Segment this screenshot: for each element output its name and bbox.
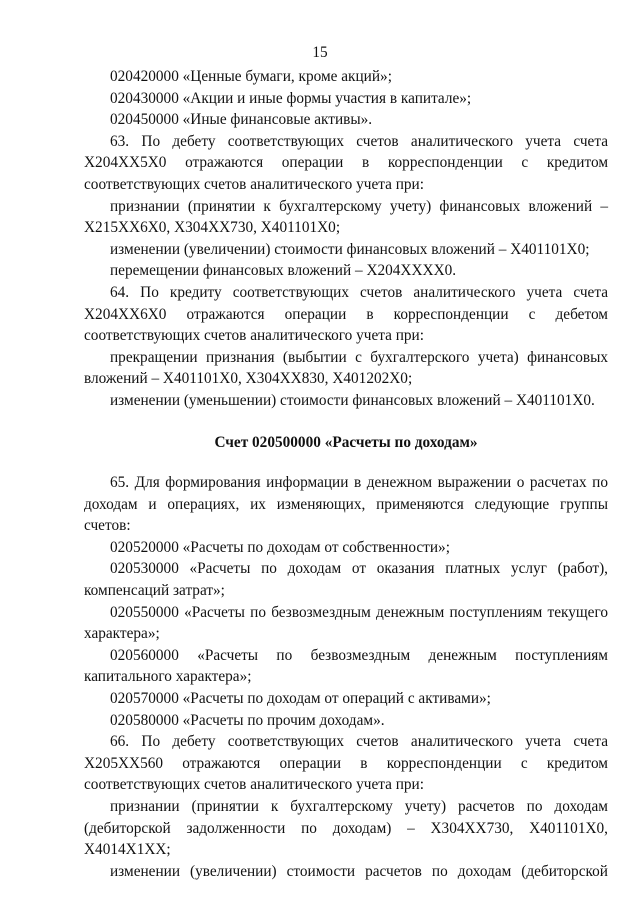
account-item-020570000: 020570000 «Расчеты по доходам от операций с активами»;: [110, 690, 491, 708]
clause-65: 65. Для формирования информации в денежном выражении о расчетах по доходам и операциях, их изменяющих, применяются следующие группы счетов:: [84, 474, 608, 535]
clause-63-item-recognition: признании (принятии к бухгалтерскому учету) финансовых вложений – Х215ХХ6Х0, Х304ХХ730, Х401101Х0;: [84, 197, 608, 237]
account-item-020520000: 020520000 «Расчеты по доходам от собственности»;: [110, 538, 450, 556]
clause-63-item-increase: изменении (увеличении) стоимости финансовых вложений – Х401101Х0;: [110, 240, 590, 258]
clause-63-item-transfer: перемещении финансовых вложений – Х204ХХХХ0.: [110, 262, 457, 280]
account-item-020420000: 020420000 «Ценные бумаги, кроме акций»;: [110, 68, 392, 85]
account-item-020450000: 020450000 «Иные финансовые активы».: [110, 111, 373, 129]
page-number: 15: [312, 44, 328, 61]
clause-64: 64. По кредиту соответствующих счетов аналитического учета счета Х204ХХ6Х0 отражаются операции в корреспонденции с дебетом соответствующих счетов аналитического учета при:: [84, 283, 608, 345]
clause-66-item-increase: изменении (увеличении) стоимости расчетов по доходам (дебиторской: [110, 862, 608, 880]
account-item-020530000: 020530000 «Расчеты по доходам от оказания платных услуг (работ), компенсаций затрат»;: [84, 560, 608, 600]
clause-64-item-decrease: изменении (уменьшении) стоимости финансовых вложений – Х401101Х0.: [110, 391, 595, 409]
document-body: [84, 66, 608, 882]
section-heading: Счет 020500000 «Расчеты по доходам»: [214, 433, 478, 451]
account-item-020560000: 020560000 «Расчеты по безвозмездным денежным поступлениям капитального характера»;: [84, 646, 608, 686]
clause-66-item-recognition: признании (принятии к бухгалтерскому учету) расчетов по доходам (дебиторской задолженности по доходам) – Х304ХХ730, Х401101Х0, Х4014Х1ХХ;: [84, 798, 608, 859]
account-item-020550000: 020550000 «Расчеты по безвозмездным денежным поступлениям текущего характера»;: [84, 603, 608, 643]
clause-64-item-derecognition: прекращении признания (выбытии с бухгалтерского учета) финансовых вложений – Х401101Х0, Х304ХХ830, Х401202Х0;: [84, 348, 608, 388]
account-item-020430000: 020430000 «Акции и иные формы участия в капитале»;: [110, 89, 472, 107]
clause-66: 66. По дебету соответствующих счетов аналитического учета счета Х205ХХ560 отражаются операции в корреспонденции с кредитом соответствующих счетов аналитического учета при:: [84, 733, 608, 794]
account-item-020580000: 020580000 «Расчеты по прочим доходам».: [110, 711, 385, 729]
clause-63: 63. По дебету соответствующих счетов аналитического учета счета Х204ХХ5Х0 отражаются операции в корреспонденции с кредитом соответствующих счетов аналитического учета при:: [84, 132, 608, 193]
